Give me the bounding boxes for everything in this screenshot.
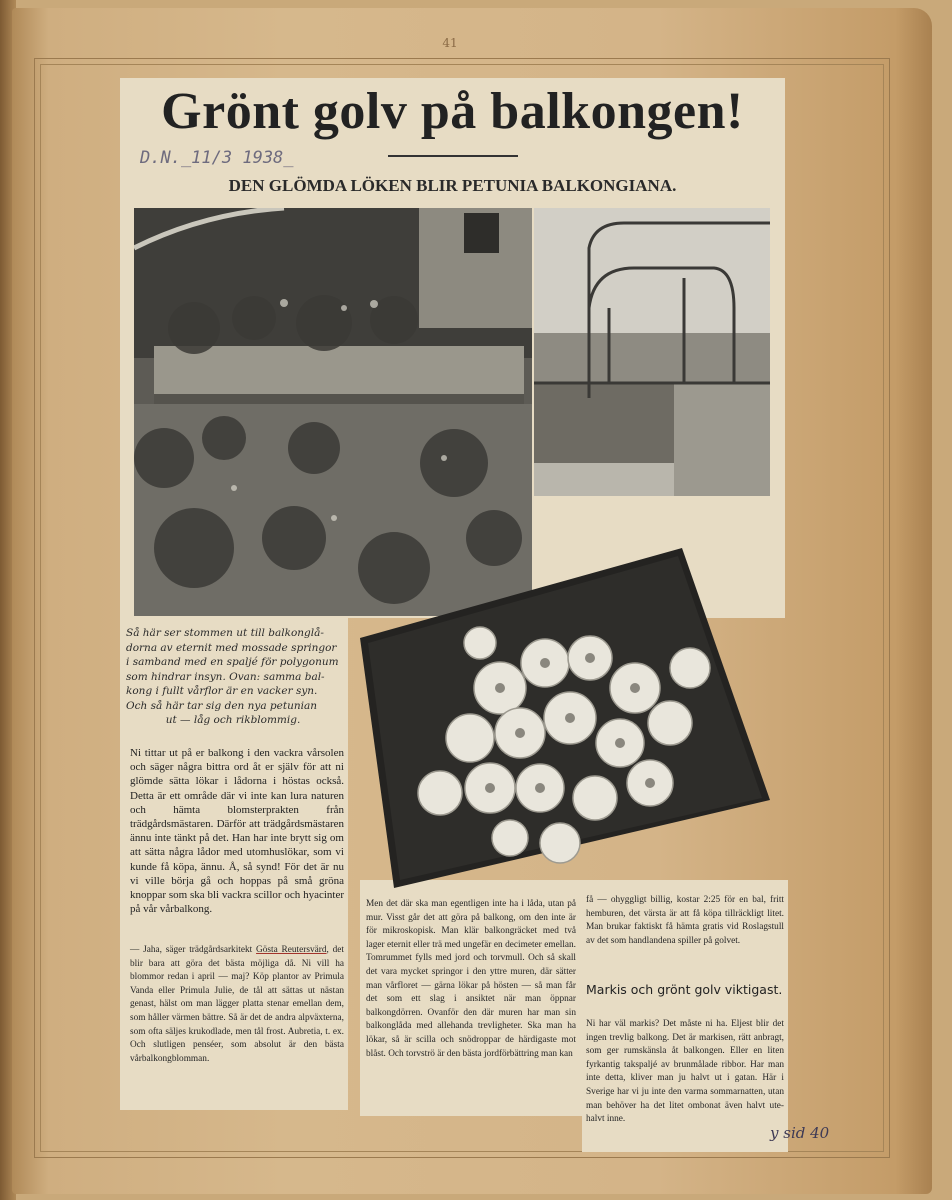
article-intro: Ni tittar ut på er balkong i den vackra vårsolen och säger några bittra ord åt er själv för att ni glömde sätta lökar i lådorna i höstas också. Detta är ett område där vi inte kan lura naturen och hämta blomsterprakten från trädgårdsmästaren. Därför att trädgårdsmästaren ännu inte tänkt på det. Han har inte brytt sig om att sätta några lådor med utomhuslökar, som vi kunde få köpa, ännu. Å, så synd! För det är nu vi ville börja gå och hoppas på små gröna knoppar som ska bli vackra scillor och hyacinter på vår vårbalkong.	[130, 747, 344, 916]
trellis-frame-photo	[534, 208, 770, 496]
caption-line: Så här ser stommen ut till balkonglå-	[126, 627, 324, 639]
caption-line: dorna av eternit med mossade springor	[126, 641, 337, 654]
page-number: 41	[442, 36, 458, 50]
photo-caption	[126, 626, 340, 728]
architect-name: Gösta Reutersvärd	[256, 945, 327, 955]
caption-line: i samband med en spaljé för polygonum	[126, 656, 339, 668]
handwritten-date-note: D.N._11/3 1938_	[140, 148, 294, 168]
caption-line: ut — låg och rikblommig.	[165, 714, 301, 726]
section-text: Ni har väl markis? Det måste ni ha. Eljest blir det ingen trevlig balkong. Det är markisen, rätt anbragt, som ger rumskänsla åt balkongen. Eller en liten fyrkantig takspaljé av brunmålade ribbor. Har man inte detta, kliver man ju halvt ut i gatan. Här i Sverige har vi ju inte den varma sommarnatten, utan man behöver ha det litet ombonat även halvt ute-halvt inne.	[586, 1019, 784, 1125]
section-heading: Markis och grönt golv viktigast.	[586, 982, 783, 997]
headline-divider	[388, 155, 518, 157]
article-quote	[130, 944, 344, 1066]
quote-start: — Jaha, säger trädgårdsarkitekt	[130, 945, 257, 955]
article-middle-column: Men det där ska man egentligen inte ha i låda, utan på mur. Visst går det att göra på balkong, om den inte är för mikroskopisk. Man klär balkongräcket med två lager eternit eller trä med ungefär en decimeter emellan. Tomrummet fylls med jord och torvmull. Och så skall det vara mycket springor i den yttre muren, där sätter man vårfloret — gärna lökar på hösten — så man får det som ett slag i ansiktet när man öppnar balkongdörren. Ovanför den där muren har man sin balkonglåda med allehanda trevligheter. Ska man ha lökar, så är scilla och snödroppar de härdigaste mot blåst. Och torvströ är den bästa jordförbättring man kan	[366, 899, 576, 1059]
caption-line: som hindrar insyn. Ovan: samma bal-	[126, 670, 325, 683]
petunia-flowers-photo	[360, 548, 770, 888]
article-right-column: få — ohyggligt billig, kostar 2:25 för en bal, fritt hemburen, det värsta är att få köpa tillräckligt litet. Man brukar faktiskt få hämta gratis vid Roslagstull av det som handlandena spiller på golvet.	[586, 895, 784, 946]
pencil-page-reference: y sid 40	[770, 1124, 830, 1142]
quote-rest: , det blir bara att göra det bästa möjliga då. Ni vill ha blommor redan i april — maj? Köp plantor av Primula Vanda eller Primula Julie, de tål att sättas ut nästan genast, hälst om man lägger platta stenar emellan dem, som håller värmen bättre. Så är det de andra alpväxterna, som ofta säljes krukodlade, men tål frost. Aubretia, t. ex. Och slutligen penséer, som absolut är den bästa vårbalkongblomman.	[130, 945, 344, 1064]
caption-line: kong i fullt vårflor är en vacker syn.	[126, 685, 318, 697]
article-headline: Grönt golv på balkongen!	[161, 83, 744, 140]
caption-line: Och så här tar sig den nya petunian	[126, 699, 317, 712]
article-subheadline: DEN GLÖMDA LÖKEN BLIR PETUNIA BALKONGIANA.	[228, 176, 677, 195]
